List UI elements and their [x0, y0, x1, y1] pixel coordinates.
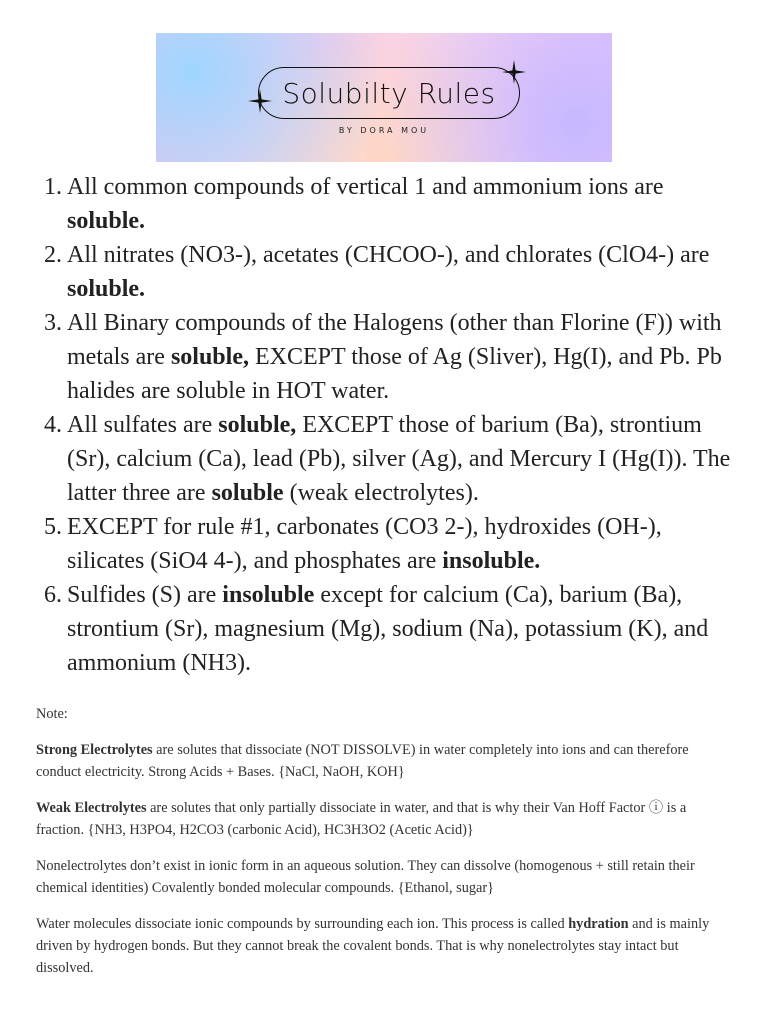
text-run: and is mainly driven by hydrogen bonds. But they cannot break the covalent bonds. That is why nonelectrolytes stay intact but dissolved.	[36, 916, 710, 976]
note-paragraph	[36, 855, 736, 899]
rule-number: 6.	[44, 582, 62, 608]
text-run: All nitrates (NO3-), acetates (CHCOO-), and chlorates (ClO4-) are	[67, 242, 710, 268]
author-byline: BY DORA MOU	[338, 126, 430, 135]
text-run: EXCEPT for rule #1, carbonates (CO3 2-), hydroxides (OH-), silicates (SiO4 4-), and phosphates are	[67, 514, 662, 574]
rule-number: 1.	[44, 174, 62, 200]
bold-term: soluble.	[67, 208, 146, 234]
bold-term: insoluble	[222, 582, 315, 608]
text-run: Water molecules dissociate ionic compounds by surrounding each ion. This process is called	[36, 916, 569, 932]
rule-item	[24, 578, 740, 680]
rule-number: 5.	[44, 514, 62, 540]
note-label: Note:	[36, 706, 68, 722]
title-pill	[258, 67, 520, 119]
text-run: EXCEPT those of barium (Ba), strontium (Sr), calcium (Ca), lead (Pb), silver (Ag), and Mercury I (Hg(I)). The latter three are	[67, 412, 731, 506]
note-paragraph	[36, 739, 736, 783]
rule-item	[24, 170, 740, 238]
bold-term: Weak Electrolytes	[36, 800, 147, 816]
bold-term: Strong Electrolytes	[36, 742, 153, 758]
text-run: EXCEPT those of Ag (Sliver), Hg(I), and Pb. Pb halides are soluble in HOT water.	[67, 344, 722, 404]
header-banner	[156, 33, 612, 162]
bold-term: insoluble.	[442, 548, 541, 574]
rule-number: 2.	[44, 242, 62, 268]
rule-number: 3.	[44, 310, 62, 336]
rule-item	[24, 238, 740, 306]
text-run: Sulfides (S) are	[67, 582, 223, 608]
sparkle-star-icon	[502, 60, 526, 84]
text-run: except for calcium (Ca), barium (Ba), strontium (Sr), magnesium (Mg), sodium (Na), potassium (K), and ammonium (NH3).	[67, 582, 709, 676]
note-paragraph	[36, 913, 736, 979]
rule-item	[24, 408, 740, 510]
text-run: Nonelectrolytes don’t exist in ionic form in an aqueous solution. They can dissolve (homogenous + still retain their chemical identities) Covalently bonded molecular compounds. {Ethanol, sugar}	[36, 858, 695, 896]
text-run: are solutes that dissociate (NOT DISSOLVE) in water completely into ions and can therefore conduct electricity. Strong Acids + Bases. {NaCl, NaOH, KOH}	[36, 742, 689, 780]
text-run: All sulfates are	[67, 412, 219, 438]
bold-term: soluble.	[67, 276, 146, 302]
text-run: All Binary compounds of the Halogens (other than Florine (F)) with metals are	[67, 310, 722, 370]
rule-item	[24, 510, 740, 578]
page-title: Solubilty Rules	[282, 76, 496, 110]
bold-term: soluble,	[218, 412, 297, 438]
text-run: All common compounds of vertical 1 and ammonium ions are	[67, 174, 664, 200]
rule-number: 4.	[44, 412, 62, 438]
bold-term: soluble,	[170, 344, 249, 370]
text-run: are solutes that only partially dissociate in water, and that is why their Van Hoff Factor ⓘ is a fraction. {NH3, H3PO4, H2CO3 (carbonic Acid), HC3H3O2 (Acetic Acid)}	[36, 800, 687, 838]
rule-item	[24, 306, 740, 408]
sparkle-star-icon	[248, 89, 272, 113]
text-run: (weak electrolytes).	[283, 480, 479, 506]
bold-term: soluble	[211, 480, 284, 506]
solubility-rules-list	[24, 170, 740, 680]
note-paragraph	[36, 797, 736, 841]
bold-term: hydration	[568, 916, 629, 932]
notes-section	[36, 703, 736, 993]
